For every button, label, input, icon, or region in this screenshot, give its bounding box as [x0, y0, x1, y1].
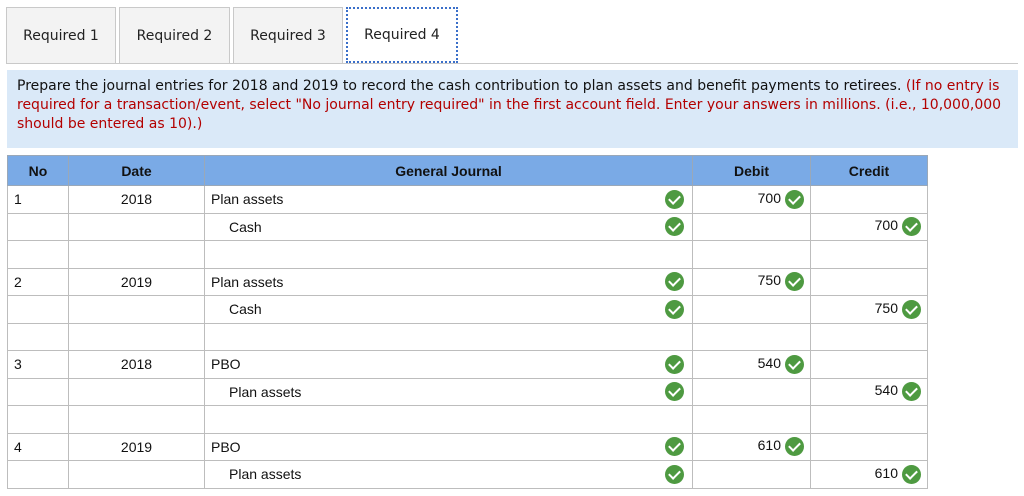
debit-account-field[interactable]: [205, 268, 693, 296]
debit-amount-field[interactable]: [693, 213, 811, 241]
table-row-empty: [8, 406, 928, 434]
header-no: No: [8, 156, 69, 186]
credit-account-field[interactable]: [205, 461, 693, 489]
empty-cell: [693, 323, 811, 351]
entry-no: [8, 213, 69, 241]
debit-value: 700: [757, 189, 781, 206]
entry-date[interactable]: 2018: [69, 351, 205, 379]
tab-required-4[interactable]: Required 4: [346, 7, 458, 63]
debit-amount-field[interactable]: [693, 461, 811, 489]
check-circle-icon: [665, 300, 684, 319]
check-circle-icon: [785, 355, 804, 374]
credit-value: 750: [874, 299, 898, 316]
empty-cell: [8, 406, 69, 434]
instructions-note: (If no entry is required for a transaction/event, select "No journal entry required" in the first account field. Enter your answers in millions. (i.e., 10,000,000 should be entered as 10).): [17, 78, 1002, 132]
credit-amount-field[interactable]: [811, 461, 928, 489]
table-row: [8, 213, 928, 241]
account-name: Plan assets: [229, 466, 302, 483]
credit-amount-field[interactable]: [811, 351, 928, 379]
empty-cell: [69, 241, 205, 269]
account-name: Cash: [229, 301, 262, 318]
header-credit: Credit: [811, 156, 928, 186]
credit-account-field[interactable]: [205, 213, 693, 241]
credit-value: 540: [874, 382, 898, 399]
entry-no: [8, 378, 69, 406]
debit-value: 540: [757, 354, 781, 371]
entry-date[interactable]: 2018: [69, 186, 205, 214]
debit-account-field[interactable]: [205, 186, 693, 214]
empty-cell: [811, 406, 928, 434]
table-row: [8, 461, 928, 489]
credit-amount-field[interactable]: [811, 186, 928, 214]
entry-no: [8, 461, 69, 489]
debit-amount-field[interactable]: [693, 186, 811, 214]
empty-cell: [811, 323, 928, 351]
debit-amount-field[interactable]: [693, 268, 811, 296]
entry-date[interactable]: 2019: [69, 433, 205, 461]
credit-account-field[interactable]: [205, 378, 693, 406]
entry-date[interactable]: [69, 461, 205, 489]
instructions-panel: [7, 70, 1018, 148]
table-row: [8, 433, 928, 461]
entry-date[interactable]: 2019: [69, 268, 205, 296]
account-name: Plan assets: [211, 191, 284, 208]
empty-cell: [8, 323, 69, 351]
table-row-empty: [8, 241, 928, 269]
table-row: [8, 186, 928, 214]
empty-cell: [8, 241, 69, 269]
credit-value: 700: [874, 217, 898, 234]
debit-amount-field[interactable]: [693, 378, 811, 406]
debit-amount-field[interactable]: [693, 433, 811, 461]
check-circle-icon: [665, 355, 684, 374]
tab-required-3[interactable]: Required 3: [233, 7, 343, 63]
entry-no: 2: [8, 268, 69, 296]
check-circle-icon: [665, 382, 684, 401]
check-circle-icon: [665, 190, 684, 209]
account-name: PBO: [211, 438, 241, 455]
entry-no: [8, 296, 69, 324]
account-name: PBO: [211, 356, 241, 373]
check-circle-icon: [665, 437, 684, 456]
empty-cell: [693, 241, 811, 269]
check-circle-icon: [665, 465, 684, 484]
debit-amount-field[interactable]: [693, 351, 811, 379]
instructions-text: Prepare the journal entries for 2018 and 2019 to record the cash contribution to plan assets and benefit payments to retirees.: [17, 78, 902, 94]
table-row: [8, 296, 928, 324]
empty-cell: [69, 323, 205, 351]
account-name: Cash: [229, 218, 262, 235]
debit-amount-field[interactable]: [693, 296, 811, 324]
entry-date[interactable]: [69, 296, 205, 324]
account-name: Plan assets: [211, 273, 284, 290]
entry-no: 1: [8, 186, 69, 214]
empty-cell: [69, 406, 205, 434]
check-circle-icon: [902, 382, 921, 401]
credit-amount-field[interactable]: [811, 268, 928, 296]
tab-divider: [6, 63, 1018, 64]
table-row: [8, 268, 928, 296]
table-row: [8, 378, 928, 406]
header-date: Date: [69, 156, 205, 186]
table-row: [8, 351, 928, 379]
empty-cell: [205, 241, 693, 269]
tab-required-2[interactable]: Required 2: [119, 7, 230, 63]
journal-table: [7, 155, 928, 489]
check-circle-icon: [902, 300, 921, 319]
entry-date[interactable]: [69, 378, 205, 406]
credit-amount-field[interactable]: [811, 433, 928, 461]
entry-no: 4: [8, 433, 69, 461]
credit-amount-field[interactable]: [811, 296, 928, 324]
debit-account-field[interactable]: [205, 433, 693, 461]
debit-value: 610: [757, 437, 781, 454]
check-circle-icon: [785, 437, 804, 456]
empty-cell: [693, 406, 811, 434]
credit-amount-field[interactable]: [811, 213, 928, 241]
empty-cell: [811, 241, 928, 269]
check-circle-icon: [785, 190, 804, 209]
check-circle-icon: [785, 272, 804, 291]
debit-value: 750: [757, 272, 781, 289]
credit-value: 610: [874, 464, 898, 481]
header-general-journal: General Journal: [205, 156, 693, 186]
entry-date[interactable]: [69, 213, 205, 241]
tab-required-1[interactable]: Required 1: [6, 7, 116, 63]
header-debit: Debit: [693, 156, 811, 186]
credit-account-field[interactable]: [205, 296, 693, 324]
entry-no: 3: [8, 351, 69, 379]
check-circle-icon: [902, 465, 921, 484]
check-circle-icon: [902, 217, 921, 236]
check-circle-icon: [665, 272, 684, 291]
empty-cell: [205, 406, 693, 434]
table-header-row: [8, 156, 928, 186]
empty-cell: [205, 323, 693, 351]
debit-account-field[interactable]: [205, 351, 693, 379]
check-circle-icon: [665, 217, 684, 236]
table-row-empty: [8, 323, 928, 351]
account-name: Plan assets: [229, 383, 302, 400]
credit-amount-field[interactable]: [811, 378, 928, 406]
